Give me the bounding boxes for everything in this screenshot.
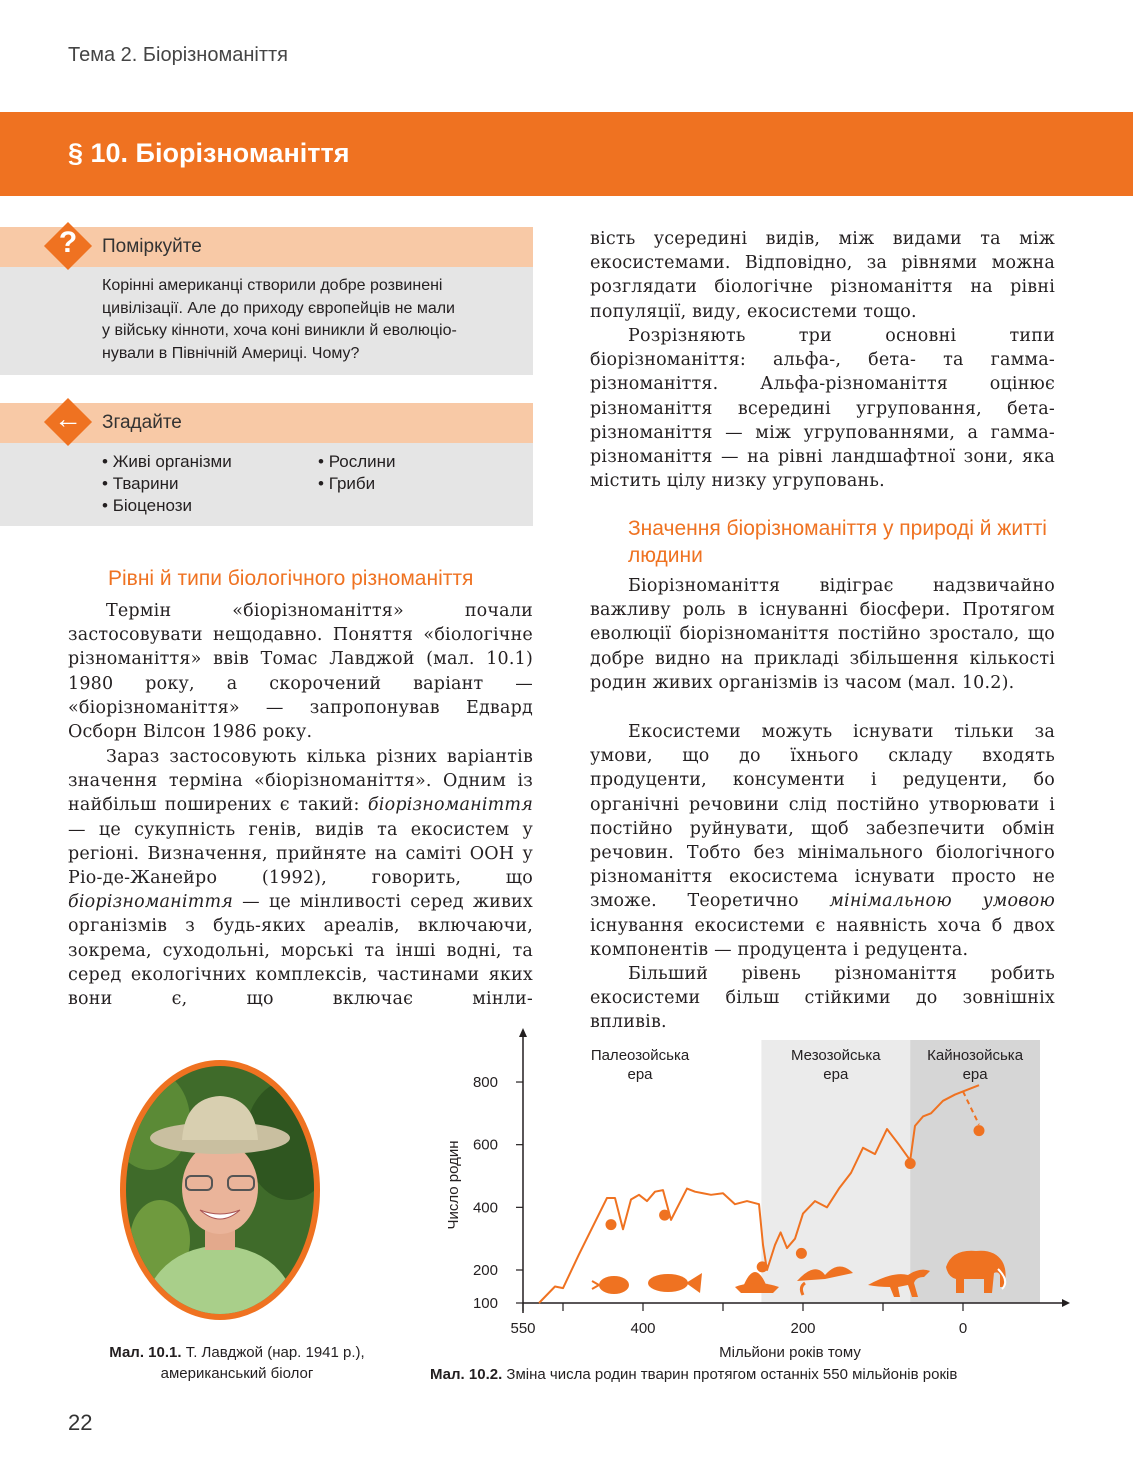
fish-icon [648,1273,702,1293]
think-box-title: Поміркуйте [102,236,202,257]
era-label: ера [823,1066,849,1083]
fig1-caption: Мал. 10.1. Т. Лавджой (нар. 1941 р.), американський біолог [109,1344,365,1382]
left-heading: Рівні й типи біологічного різноманіття [108,567,474,590]
extinction-point [905,1158,916,1169]
recall-box-title: Згадайте [102,412,182,433]
list-item: • Біоценози [102,495,232,517]
think-line: нували в Північній Америці. Чому? [102,344,360,362]
right-paragraph-0: вість усередині видів, між видами та між екосистемами. Відповідно, за рівнями можна розглядати біологічне різноманіття на рівні популяції, виду, екосистеми тощо. [590,229,1055,322]
family-count-chart [430,1025,1080,1365]
list-item: • Гриби [318,473,396,495]
y-axis-arrow [519,1028,527,1037]
recall-list-col2 [318,451,396,495]
right-paragraph-3: Екосистеми можуть існувати тільки за умови, що до їхнього складу входять продуценти, консументи і редуценти, бо органічні речовини слід постійно утворювати і постійно руйнувати, щоб забезпечити обмін речовин. Тобто без мінімального біологічного різноманіття екосистема існувати просто не зможе. Теоретично мінімальною умовою існування екосистеми є наявність хоча б двох компонентів — продуцента і редуцента. [590,722,1055,960]
y-tick-label: 600 [472,1136,498,1154]
section-title-bar [0,112,1133,196]
era-label: ера [627,1066,653,1083]
right-paragraph-1: Розрізняють три основні типи біорізноманіття: альфа-, бета- та гамма-різноманіття. Альфа-різноманіття оцінює різноманіття всередині угруповання, бета-різноманіття — між угрупованнями, а гамма-різноманіття — на рівні ландшафтної зони, яка містить цілу низку угруповань. [590,326,1055,492]
y-axis-label: Число родин [445,1140,462,1230]
extinction-point [796,1248,807,1259]
extinction-point [606,1219,617,1230]
y-tick-label: 200 [472,1262,498,1279]
recall-list-col1 [102,451,232,517]
page-number: 22 [68,1410,93,1435]
x-tick-label: 200 [790,1320,816,1337]
list-item: • Тварини [102,473,232,495]
recall-box-body [0,443,533,526]
think-line: Корінні американці створили добре розвинені [102,277,443,294]
y-tick-label: 400 [472,1199,498,1217]
think-line: цивілізації. Але до приходу європейців не мали [102,299,455,317]
y-tick-label: 800 [472,1074,498,1092]
list-item: • Живі організми [102,451,232,473]
era-label: ера [962,1066,988,1083]
y-tick-label: 100 [472,1295,498,1312]
portrait-photo [120,1060,320,1320]
extinction-point [659,1210,670,1221]
x-tick-label: 0 [958,1320,968,1337]
projection-point [974,1125,985,1136]
arrow-left-icon: ← [54,403,82,434]
x-axis-label: Мільйони років тому [719,1344,861,1361]
fig2-caption: Мал. 10.2. Зміна числа родин тварин протягом останніх 550 мільйонів років [430,1366,958,1383]
era-label: Палеозойська [590,1047,690,1064]
x-axis-arrow [1062,1299,1070,1307]
era-label: Мезозойська [791,1047,881,1064]
extinction-point [757,1261,768,1272]
era-label: Кайнозойська [927,1047,1024,1064]
think-line: у війську кінноти, хоча коні виникли й еволюціо- [102,322,457,339]
left-paragraph-2: Зараз застосовують кілька різних варіантів значення терміна «біорізноманіття». Одним із найбільш поширених є такий: біорізноманіття — це сукупність генів, видів та екосистем у регіоні. Визначення, прийняте на саміті ООН у Ріо-де-Жанейро (1992), говорить, що біорізноманіття — це мінливості серед живих організмів з будь-яких ареалів, включаючи, зокрема, суходольні, морські та інші водні, та серед екологічних комплексів, частинами яких вони є, що включає мінли- [68,747,533,1010]
right-paragraph-4: Більший рівень різноманіття робить екосистеми більш стійкими до зовнішніх впливів. [590,964,1055,1033]
portrait-illustration [120,1060,320,1320]
x-tick-label: 550 [510,1320,536,1337]
think-box-text [102,275,522,365]
x-tick-label: 400 [630,1320,656,1337]
trilobite-icon [592,1276,629,1294]
running-head: Тема 2. Біорізноманіття [68,44,288,66]
list-item: • Рослини [318,451,396,473]
question-icon: ? [58,226,78,259]
left-paragraph-1: Термін «біорізноманіття» почали застосовувати нещодавно. Поняття «біологічне різноманіття» ввів Томас Лавджой (мал. 10.1) 1980 року, а скорочений варіант — «біорізноманіття» — запропонував Едвард Осборн Вілсон 1986 року. [68,601,533,743]
right-heading: Значення біорізноманіття у природі й житті людини [628,517,1047,567]
right-paragraph-2: Біорізноманіття відіграє надзвичайно важливу роль в існуванні біосфери. Протягом еволюції біорізноманіття постійно зростало, що добре видно на прикладі збільшення кількості родин живих організмів із часом (мал. 10.2). [590,576,1055,693]
section-title: § 10. Біорізноманіття [68,138,350,168]
